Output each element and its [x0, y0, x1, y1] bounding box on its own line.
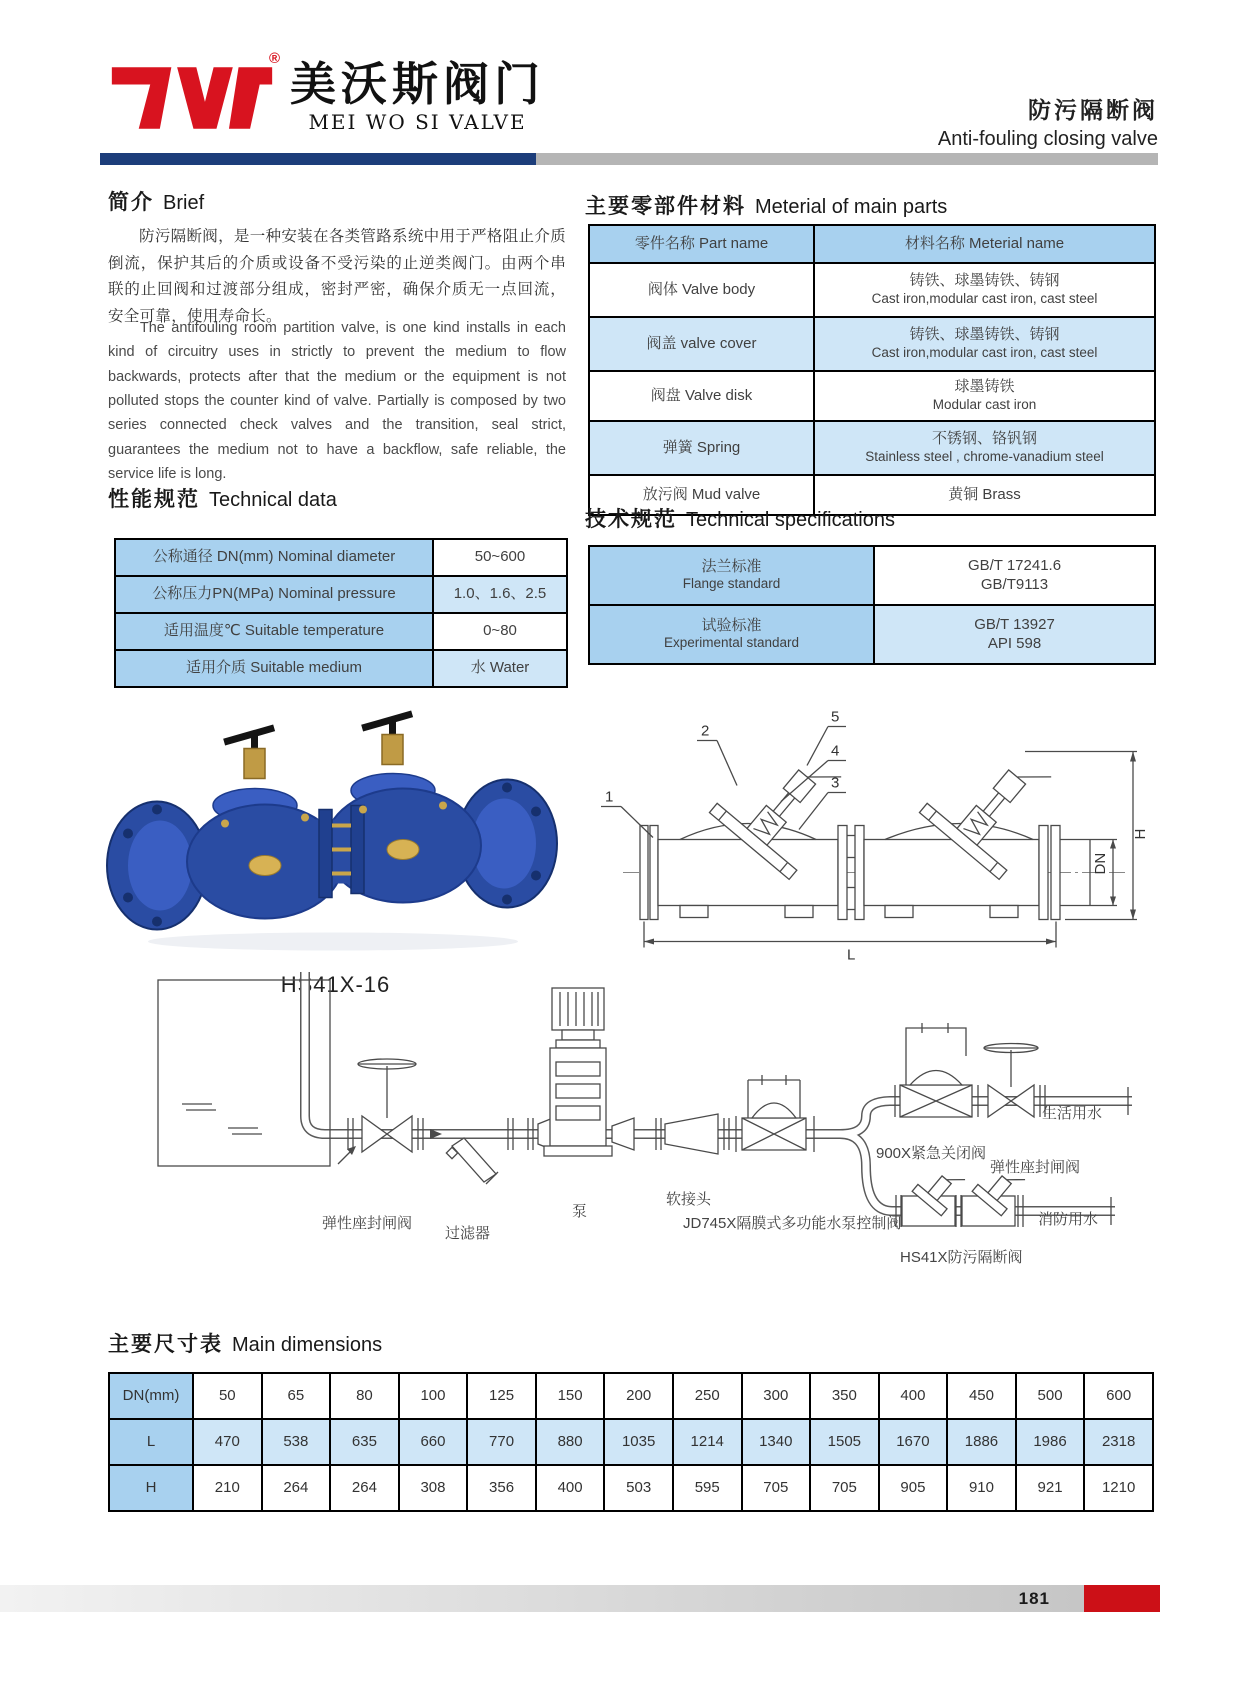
table-row	[115, 539, 567, 576]
dim-value-cell: 705	[742, 1465, 811, 1511]
dim-value-cell: 910	[947, 1465, 1016, 1511]
part-name-cell: 放污阀 Mud valve	[589, 475, 814, 515]
material-line-cn: 铸铁、球墨铸铁、铸钢	[909, 326, 1060, 344]
product-title-cn: 防污隔断阀	[1028, 97, 1158, 123]
dim-value-cell: 50	[193, 1373, 262, 1419]
dim-value-cell: 80	[330, 1373, 399, 1419]
table-row	[589, 317, 1155, 371]
dim-dn-label: DN	[1092, 852, 1109, 875]
dim-value-cell: 400	[879, 1373, 948, 1419]
dim-row-header: DN(mm)	[109, 1373, 193, 1419]
dim-row-header: L	[109, 1419, 193, 1465]
table-row	[589, 421, 1155, 475]
label-control-valve: JD745X隔膜式多功能水泵控制阀	[683, 1215, 902, 1232]
dim-value-cell: 600	[1084, 1373, 1153, 1419]
label-product-valve: HS41X防污隔断阀	[900, 1249, 1023, 1266]
technical-specs-title-cn: 技术规范	[585, 508, 677, 531]
material-line-en: Cast iron,modular cast iron, cast steel	[871, 290, 1098, 306]
brass-valve-icon	[223, 724, 275, 778]
product-photo	[105, 692, 560, 960]
dim-value-cell: 1210	[1084, 1465, 1153, 1511]
material-line-en: Cast iron,modular cast iron, cast steel	[871, 344, 1098, 360]
callout-2: 2	[701, 722, 710, 740]
brief-section-title	[108, 186, 204, 216]
technical-data-table	[114, 538, 568, 688]
callout-3: 3	[831, 774, 840, 792]
parts-header-part: 零件名称 Part name	[589, 225, 814, 263]
logo-w-icon	[108, 50, 280, 140]
tech-value-cell: 0~80	[433, 613, 567, 650]
table-row-dn	[109, 1373, 1153, 1419]
dim-value-cell: 1986	[1016, 1419, 1085, 1465]
callout-4: 4	[831, 742, 840, 760]
dim-value-cell: 2318	[1084, 1419, 1153, 1465]
dim-value-cell: 250	[673, 1373, 742, 1419]
dim-value-cell: 921	[1016, 1465, 1085, 1511]
dim-value-cell: 264	[330, 1465, 399, 1511]
spec-label-cn: 法兰标准	[701, 557, 762, 575]
technical-drawing	[585, 688, 1160, 966]
tech-value-cell: 1.0、1.6、2.5	[433, 576, 567, 613]
part-name-cell: 阀体 Valve body	[589, 263, 814, 317]
label-flex-joint: 软接头	[666, 1191, 712, 1208]
dim-value-cell: 210	[193, 1465, 262, 1511]
callout-5: 5	[831, 708, 840, 726]
dim-value-cell: 100	[399, 1373, 468, 1419]
material-line-cn: 不锈钢、铬钒钢	[931, 430, 1037, 448]
tech-label-cell: 公称压力PN(MPa) Nominal pressure	[115, 576, 433, 613]
table-row	[115, 650, 567, 687]
label-gate-valve-right: 弹性座封闸阀	[990, 1159, 1081, 1176]
material-line-cn: 铸铁、球墨铸铁、铸钢	[909, 272, 1060, 290]
material-cell	[814, 421, 1155, 475]
brass-valve-icon	[361, 710, 413, 764]
dim-value-cell: 264	[262, 1465, 331, 1511]
technical-specs-table	[588, 545, 1156, 665]
dim-value-cell: 538	[262, 1419, 331, 1465]
spec-value-cell	[874, 546, 1155, 605]
main-parts-title-cn: 主要零部件材料	[585, 195, 746, 218]
dimensions-title-cn: 主要尺寸表	[108, 1333, 223, 1356]
brand-name-cn: 美沃斯阀门	[290, 57, 545, 111]
spec-value-cell	[874, 605, 1155, 664]
part-name-cell: 弹簧 Spring	[589, 421, 814, 475]
dim-value-cell: 450	[947, 1373, 1016, 1419]
label-pump: 泵	[572, 1203, 588, 1220]
registered-mark: ®	[268, 50, 280, 67]
dim-value-cell: 308	[399, 1465, 468, 1511]
footer-red-block	[1084, 1585, 1160, 1612]
tech-value-cell: 50~600	[433, 539, 567, 576]
divider-navy-segment	[100, 153, 536, 165]
table-row-h	[109, 1465, 1153, 1511]
dim-h-label: H	[1132, 828, 1149, 840]
dim-row-header: H	[109, 1465, 193, 1511]
material-line-en: Stainless steel , chrome-vanadium steel	[865, 448, 1104, 464]
main-parts-section-title	[585, 190, 947, 220]
dim-value-cell: 905	[879, 1465, 948, 1511]
dim-value-cell: 200	[604, 1373, 673, 1419]
dim-value-cell: 880	[536, 1419, 605, 1465]
label-domestic-water: 生活用水	[1042, 1105, 1103, 1122]
table-row	[589, 371, 1155, 421]
dim-value-cell: 470	[193, 1419, 262, 1465]
technical-specs-title-en: Technical specifications	[686, 509, 895, 531]
material-cell	[814, 263, 1155, 317]
spec-label-cn: 试验标准	[701, 616, 762, 634]
callout-1: 1	[605, 788, 614, 806]
header-divider	[100, 153, 1158, 165]
dim-value-cell: 595	[673, 1465, 742, 1511]
table-row	[589, 605, 1155, 664]
dimensions-table	[108, 1372, 1154, 1512]
spec-value-line2: GB/T9113	[980, 575, 1049, 593]
material-cell	[814, 371, 1155, 421]
main-parts-title-en: Meterial of main parts	[755, 196, 948, 218]
product-model: HS41X-16	[280, 972, 391, 997]
label-fire-water: 消防用水	[1038, 1211, 1099, 1228]
technical-data-section-title	[108, 483, 337, 513]
footer-band	[0, 1585, 1084, 1612]
tech-label-cell: 适用介质 Suitable medium	[115, 650, 433, 687]
label-strainer: 过滤器	[445, 1225, 491, 1242]
spec-label-cell	[589, 605, 874, 664]
tech-label-cell: 公称通径 DN(mm) Nominal diameter	[115, 539, 433, 576]
dim-value-cell: 400	[536, 1465, 605, 1511]
dim-value-cell: 770	[467, 1419, 536, 1465]
installation-diagram	[100, 965, 1160, 1277]
dim-value-cell: 1886	[947, 1419, 1016, 1465]
dim-l-label: L	[847, 946, 856, 964]
dim-value-cell: 660	[399, 1419, 468, 1465]
table-row	[589, 263, 1155, 317]
technical-data-title-cn: 性能规范	[108, 488, 200, 511]
dim-value-cell: 350	[810, 1373, 879, 1419]
part-name-cell: 阀盖 valve cover	[589, 317, 814, 371]
product-title-en: Anti-fouling closing valve	[937, 128, 1158, 150]
dim-value-cell: 500	[1016, 1373, 1085, 1419]
divider-gray-segment	[536, 153, 1158, 165]
brief-paragraph-cn: 防污隔断阀，是一种安装在各类管路系统中用于严格阻止介质倒流，保护其后的介质或设备不受污染的止逆类阀门。由两个串联的止回阀和过渡部分组成，密封严密，确保介质无一点回流，安全可靠，使用寿命长。	[108, 228, 566, 325]
dim-value-cell: 300	[742, 1373, 811, 1419]
brief-title-cn: 简介	[108, 191, 154, 214]
spec-value-line2: API 598	[987, 634, 1042, 652]
dimensions-title-en: Main dimensions	[232, 1334, 383, 1356]
dimensions-section-title	[108, 1328, 382, 1358]
dim-value-cell: 1670	[879, 1419, 948, 1465]
brief-title-en: Brief	[163, 192, 205, 214]
brief-paragraph-en: The antifouling room partition valve, is one kind installs in each kind of circuitry uses in strictly to prevent the medium to flow backwards, protects after that the medium or the equipment is not polluted stops the counter kind of valve. Partially is composed by two series connected check valves and the transition, seal strict, guarantees the medium not to have a backflow, safe reliable, the service life is long.	[108, 320, 566, 483]
material-line-cn: 球墨铸铁	[954, 378, 1015, 396]
material-line-cn: 黄铜 Brass	[948, 485, 1021, 503]
material-line-en: Modular cast iron	[932, 396, 1037, 412]
spec-label-cell	[589, 546, 874, 605]
dim-value-cell: 356	[467, 1465, 536, 1511]
page-title	[938, 92, 1158, 151]
dim-value-cell: 1505	[810, 1419, 879, 1465]
table-header-row	[589, 225, 1155, 263]
main-parts-table	[588, 224, 1156, 516]
dim-value-cell: 635	[330, 1419, 399, 1465]
dim-value-cell: 1214	[673, 1419, 742, 1465]
label-gate-valve-left: 弹性座封闸阀	[322, 1215, 413, 1232]
dim-value-cell: 1340	[742, 1419, 811, 1465]
dim-value-cell: 1035	[604, 1419, 673, 1465]
table-row	[115, 576, 567, 613]
spec-value-line1: GB/T 13927	[974, 615, 1055, 633]
parts-header-material: 材料名称 Meterial name	[814, 225, 1155, 263]
table-row-l	[109, 1419, 1153, 1465]
spec-label-en: Experimental standard	[663, 635, 800, 651]
technical-specs-section-title	[585, 503, 895, 533]
tech-value-cell: 水 Water	[433, 650, 567, 687]
part-name-cell: 阀盘 Valve disk	[589, 371, 814, 421]
material-cell	[814, 317, 1155, 371]
dim-value-cell: 503	[604, 1465, 673, 1511]
table-row	[115, 613, 567, 650]
table-row	[589, 546, 1155, 605]
dim-value-cell: 125	[467, 1373, 536, 1419]
technical-data-title-en: Technical data	[209, 489, 337, 511]
brand-logo	[108, 50, 545, 140]
dim-value-cell: 150	[536, 1373, 605, 1419]
dim-value-cell: 705	[810, 1465, 879, 1511]
page-number: 181	[1018, 1588, 1050, 1608]
label-emergency-valve: 900X紧急关闭阀	[876, 1145, 987, 1162]
brand-name-en: MEI WO SI VALVE	[308, 110, 527, 135]
dim-value-cell: 65	[262, 1373, 331, 1419]
spec-label-en: Flange standard	[682, 576, 781, 592]
tech-label-cell: 适用温度℃ Suitable temperature	[115, 613, 433, 650]
spec-value-line1: GB/T 17241.6	[967, 556, 1062, 574]
